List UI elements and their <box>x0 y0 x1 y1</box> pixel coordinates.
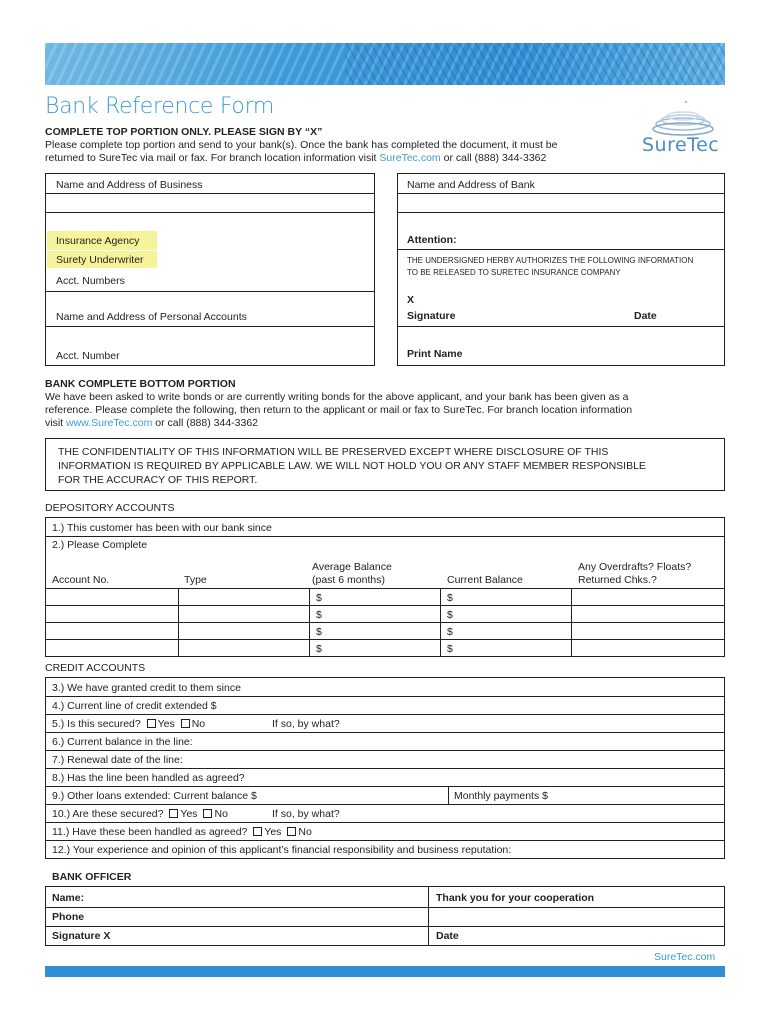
depository-table <box>45 517 725 657</box>
col-account-no: Account No. <box>52 574 110 586</box>
signature-label: Signature <box>407 310 456 322</box>
q11-no-checkbox[interactable] <box>287 827 296 836</box>
personal-accounts-label: Name and Address of Personal Accounts <box>56 311 247 323</box>
page-title: Bank Reference Form <box>45 94 275 119</box>
confidentiality-box <box>45 438 725 491</box>
officer-signature-label: Signature X <box>52 930 111 942</box>
bank-info-box <box>397 173 725 366</box>
depository-q1: 1.) This customer has been with our bank since <box>52 522 272 534</box>
col-current-balance: Current Balance <box>447 574 523 586</box>
date-label: Date <box>634 310 657 322</box>
col-overdrafts-line1: Any Overdrafts? Floats? <box>578 561 692 573</box>
q11-yes-checkbox[interactable] <box>253 827 262 836</box>
officer-phone-label: Phone <box>52 911 85 923</box>
acct-number-label: Acct. Number <box>56 350 120 362</box>
credit-q5: 5.) Is this secured? Yes No <box>52 718 206 730</box>
credit-table <box>45 677 725 859</box>
col-avg-balance-line1: Average Balance <box>312 561 392 573</box>
depository-q2: 2.) Please Complete <box>52 539 148 551</box>
current-balance-cell[interactable]: $ <box>447 609 453 621</box>
suretec-www-link[interactable]: www.SureTec.com <box>66 417 153 429</box>
intro-line3: visit www.SureTec.com or call (888) 344-3362 <box>45 417 259 429</box>
confidentiality-line3: FOR THE ACCURACY OF THIS REPORT. <box>58 474 258 486</box>
instruction-heading: COMPLETE TOP PORTION ONLY. PLEASE SIGN BY “X” <box>45 126 323 138</box>
q5-no-checkbox[interactable] <box>181 719 190 728</box>
intro-line2: reference. Please complete the following, then return to the applicant or mail or fax to SureTec. For branch location information <box>45 404 633 416</box>
authorize-line2: TO BE RELEASED TO SURETEC INSURANCE COMPANY <box>407 268 621 277</box>
business-label: Name and Address of Business <box>56 179 203 191</box>
avg-balance-cell[interactable]: $ <box>316 626 322 638</box>
logo-text: SureTec <box>642 134 720 156</box>
bottom-portion-heading: BANK COMPLETE BOTTOM PORTION <box>45 378 236 390</box>
current-balance-cell[interactable]: $ <box>447 626 453 638</box>
signature-x-mark: X <box>407 294 415 306</box>
intro-line1: We have been asked to write bonds or are currently writing bonds for the above applicant, and your bank has been given as a <box>45 391 629 403</box>
avg-balance-cell[interactable]: $ <box>316 609 322 621</box>
authorize-line1: THE UNDERSIGNED HERBY AUTHORIZES THE FOLLOWING INFORMATION <box>407 256 694 265</box>
credit-q11: 11.) Have these been handled as agreed? Yes No <box>52 826 312 838</box>
credit-heading: CREDIT ACCOUNTS <box>45 662 146 674</box>
thank-you-text: Thank you for your cooperation <box>436 892 595 904</box>
credit-q12: 12.) Your experience and opinion of this applicant’s financial responsibility and business reputation: <box>52 844 512 856</box>
q5-if-so: If so, by what? <box>272 718 340 730</box>
current-balance-cell[interactable]: $ <box>447 592 453 604</box>
suretec-logo <box>636 96 726 166</box>
officer-date-label: Date <box>436 930 459 942</box>
q10-yes-checkbox[interactable] <box>169 809 178 818</box>
credit-q7: 7.) Renewal date of the line: <box>52 754 183 766</box>
credit-q8: 8.) Has the line been handled as agreed? <box>52 772 245 784</box>
bank-officer-table <box>45 886 725 946</box>
col-type: Type <box>184 574 207 586</box>
instruction-line2: returned to SureTec via mail or fax. For branch location information visit SureTec.com or call (888) 344-3362 <box>45 152 547 164</box>
footer-bar <box>45 966 725 977</box>
print-name-label: Print Name <box>407 348 463 360</box>
credit-q3: 3.) We have granted credit to them since <box>52 682 241 694</box>
credit-q4: 4.) Current line of credit extended $ <box>52 700 217 712</box>
header-banner <box>45 43 725 85</box>
q5-yes-checkbox[interactable] <box>147 719 156 728</box>
suretec-link[interactable]: SureTec.com <box>379 152 441 164</box>
bank-label: Name and Address of Bank <box>407 179 535 191</box>
bank-officer-heading: BANK OFFICER <box>52 871 132 883</box>
q10-no-checkbox[interactable] <box>203 809 212 818</box>
credit-q9: 9.) Other loans extended: Current balance $ <box>52 790 257 802</box>
acct-numbers-label: Acct. Numbers <box>56 275 125 287</box>
avg-balance-cell[interactable]: $ <box>316 643 322 655</box>
insurance-agency-label: Insurance Agency <box>56 235 140 247</box>
credit-q6: 6.) Current balance in the line: <box>52 736 193 748</box>
col-avg-balance-line2: (past 6 months) <box>312 574 385 586</box>
surety-underwriter-label: Surety Underwriter <box>56 254 144 266</box>
q10-if-so: If so, by what? <box>272 808 340 820</box>
instruction-line1: Please complete top portion and send to your bank(s). Once the bank has completed the document, it must be <box>45 139 558 151</box>
current-balance-cell[interactable]: $ <box>447 643 453 655</box>
attention-label: Attention: <box>407 234 457 246</box>
confidentiality-line1: THE CONFIDENTIALITY OF THIS INFORMATION WILL BE PRESERVED EXCEPT WHERE DISCLOSURE OF THIS <box>58 446 609 458</box>
depository-heading: DEPOSITORY ACCOUNTS <box>45 502 175 514</box>
avg-balance-cell[interactable]: $ <box>316 592 322 604</box>
footer-link[interactable]: SureTec.com <box>654 951 716 963</box>
confidentiality-line2: INFORMATION IS REQUIRED BY APPLICABLE LAW. WE WILL NOT HOLD YOU OR ANY STAFF MEMBER RESPONSIBLE <box>58 460 646 472</box>
monthly-payments-label: Monthly payments $ <box>454 790 548 802</box>
col-overdrafts-line2: Returned Chks.? <box>578 574 657 586</box>
credit-q10: 10.) Are these secured? Yes No <box>52 808 228 820</box>
business-info-box <box>45 173 375 366</box>
officer-name-label: Name: <box>52 892 85 904</box>
